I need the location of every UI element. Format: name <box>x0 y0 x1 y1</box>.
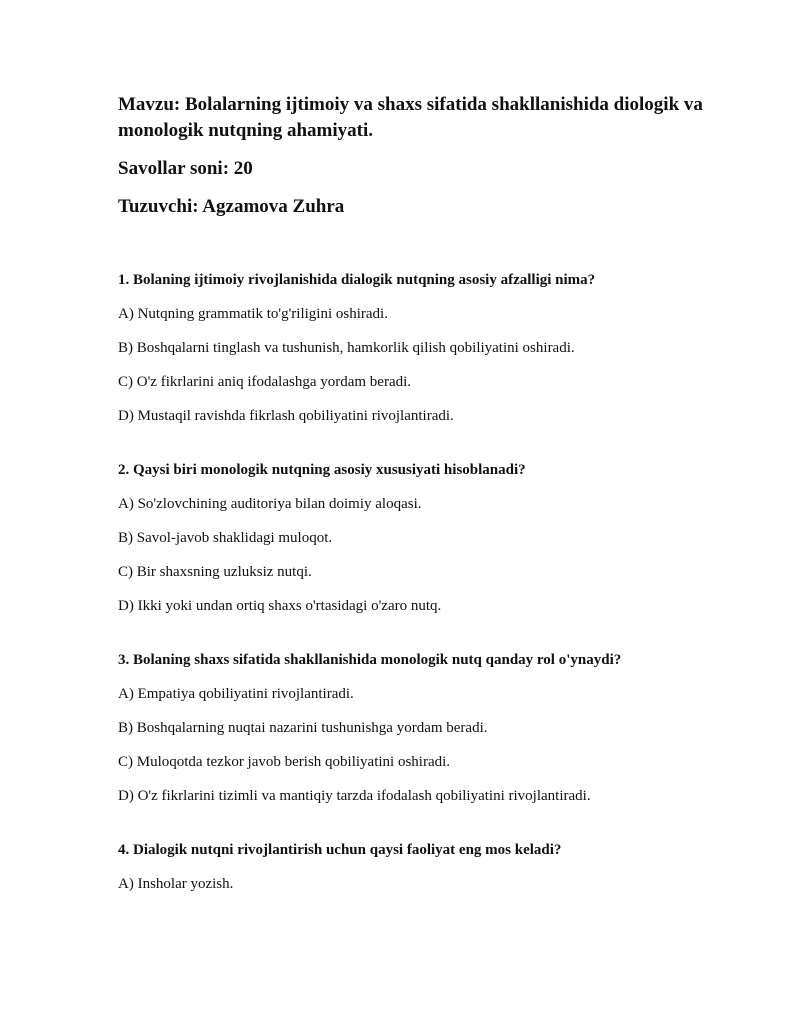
answer-option-a: A) Nutqning grammatik to'g'riligini oshiradi. <box>118 306 388 322</box>
answer-option-a: A) Empatiya qobiliyatini rivojlantiradi. <box>118 686 354 702</box>
answer-option-b: B) Boshqalarni tinglash va tushunish, hamkorlik qilish qobiliyatini oshiradi. <box>118 340 575 356</box>
answer-option-c: C) O'z fikrlarini aniq ifodalashga yordam beradi. <box>118 374 412 390</box>
question-text: 3. Bolaning shaxs sifatida shakllanishida monologik nutq qanday rol o'ynaydi? <box>118 652 622 668</box>
question-block-1 <box>118 270 718 426</box>
question-block-3 <box>118 650 718 806</box>
question-text: 4. Dialogik nutqni rivojlantirish uchun qaysi faoliyat eng mos keladi? <box>118 842 562 858</box>
answer-option-d: D) O'z fikrlarini tizimli va mantiqiy tarzda ifodalash qobiliyatini rivojlantiradi. <box>118 788 591 804</box>
document-page <box>118 92 718 928</box>
question-text: 2. Qaysi biri monologik nutqning asosiy xususiyati hisoblanadi? <box>118 462 526 478</box>
answer-option-a: A) Insholar yozish. <box>118 876 234 892</box>
answer-option-b: B) Boshqalarning nuqtai nazarini tushunishga yordam beradi. <box>118 720 488 736</box>
question-block-2 <box>118 460 718 616</box>
question-count: Savollar soni: 20 <box>118 158 253 179</box>
answer-option-d: D) Ikki yoki undan ortiq shaxs o'rtasidagi o'zaro nutq. <box>118 598 442 614</box>
answer-option-c: C) Bir shaxsning uzluksiz nutqi. <box>118 564 312 580</box>
answer-option-d: D) Mustaqil ravishda fikrlash qobiliyatini rivojlantiradi. <box>118 408 454 424</box>
answer-option-b: B) Savol-javob shaklidagi muloqot. <box>118 530 333 546</box>
question-block-4 <box>118 840 718 894</box>
section-spacer <box>118 232 718 270</box>
question-text: 1. Bolaning ijtimoiy rivojlanishida dialogik nutqning asosiy afzalligi nima? <box>118 272 596 288</box>
document-title: Mavzu: Bolalarning ijtimoiy va shaxs sifatida shakllanishida diologik va monologik nutqning ahamiyati. <box>118 94 703 141</box>
answer-option-a: A) So'zlovchining auditoriya bilan doimiy aloqasi. <box>118 496 422 512</box>
author-line: Tuzuvchi: Agzamova Zuhra <box>118 196 345 217</box>
answer-option-c: C) Muloqotda tezkor javob berish qobiliyatini oshiradi. <box>118 754 451 770</box>
